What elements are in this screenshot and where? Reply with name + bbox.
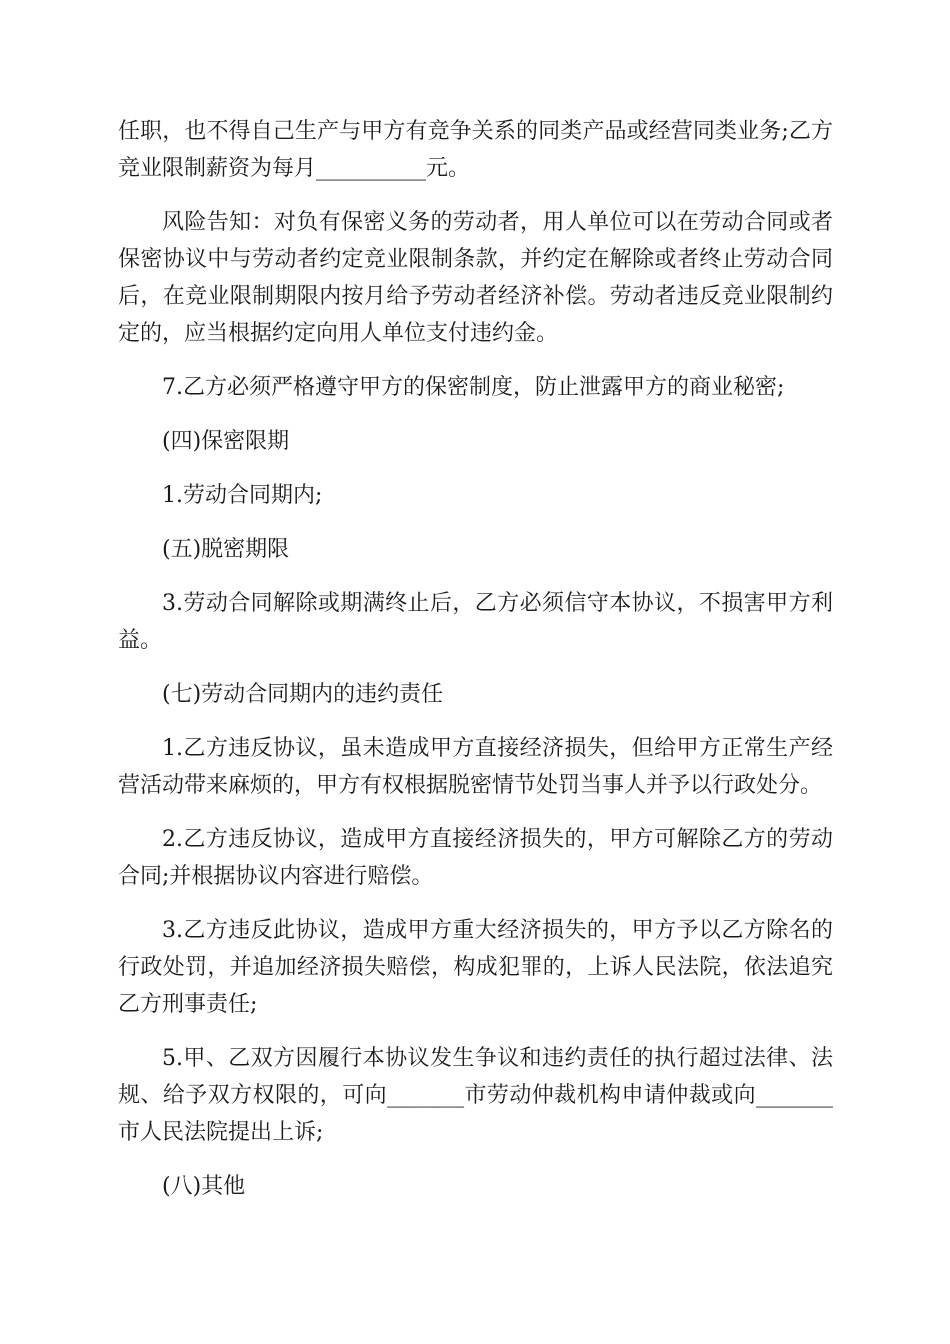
section-heading-declassification-period: (五)脱密期限 (162, 537, 290, 562)
paragraph-risk-notice: 风险告知：对负有保密义务的劳动者，用人单位可以在劳动合同或者保密协议中与劳动者约定竞业限制条款，并约定在解除或者终止劳动合同后，在竞业限制期限内按月给予劳动者经济补偿。劳动者违反竞业限制约定的，应当根据约定向用人单位支付违约金。 (118, 210, 833, 346)
section-heading-confidentiality-period: (四)保密限期 (162, 429, 290, 454)
paragraph-liability-item-3: 3.乙方违反此协议，造成甲方重大经济损失的，甲方予以乙方除名的行政处罚，并追加经济损失赔偿，构成犯罪的，上诉人民法院，依法追究乙方刑事责任; (118, 918, 833, 1017)
paragraph-confidentiality-item-1: 1.劳动合同期内; (162, 483, 323, 508)
paragraph-liability-item-2: 2.乙方违反协议，造成甲方直接经济损失的，甲方可解除乙方的劳动合同;并根据协议内容进行赔偿。 (118, 827, 833, 889)
section-heading-liability: (七)劳动合同期内的违约责任 (162, 682, 444, 707)
paragraph-declassification-item-3: 3.劳动合同解除或期满终止后，乙方必须信守本协议，不损害甲方利益。 (118, 591, 833, 653)
paragraph-item-7: 7.乙方必须严格遵守甲方的保密制度，防止泄露甲方的商业秘密; (162, 375, 785, 400)
paragraph-liability-item-1: 1.乙方违反协议，虽未造成甲方直接经济损失，但给甲方正常生产经营活动带来麻烦的，甲方有权根据脱密情节处罚当事人并予以行政处分。 (118, 736, 833, 798)
document-body (118, 113, 833, 1222)
section-heading-other: (八)其他 (162, 1174, 246, 1199)
paragraph-salary: 任职，也不得自己生产与甲方有竞争关系的同类产品或经营同类业务;乙方竞业限制薪资为每月__________元。 (118, 119, 833, 181)
paragraph-liability-item-5: 5.甲、乙双方因履行本协议发生争议和违约责任的执行超过法律、法规、给予双方权限的，可向_______市劳动仲裁机构申请仲裁或向_______市人民法院提出上诉; (118, 1046, 833, 1145)
